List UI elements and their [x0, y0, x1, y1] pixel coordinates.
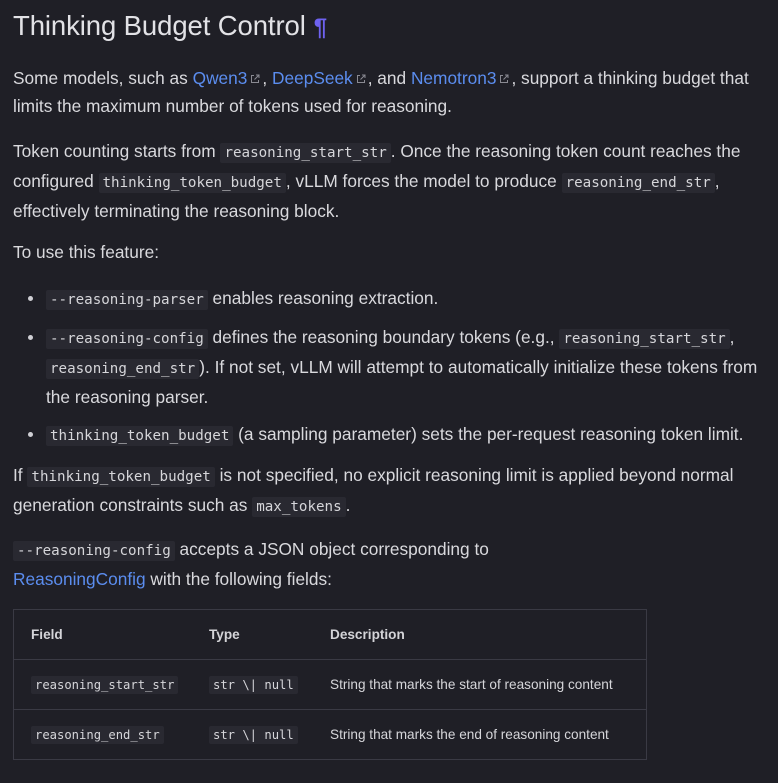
list-item: [13, 323, 773, 411]
inline-code: --reasoning-config: [13, 541, 175, 561]
table-cell-field: [14, 660, 192, 710]
page-title-text: Thinking Budget Control: [13, 10, 306, 41]
list-item-text: enables reasoning extraction.: [207, 288, 439, 308]
inline-code: thinking_token_budget: [46, 426, 233, 446]
fields-table: [13, 609, 647, 760]
table-row: [14, 660, 647, 710]
deepseek-link[interactable]: DeepSeek: [272, 68, 353, 88]
table-header-row: [14, 610, 647, 660]
column-header-field: Field: [14, 610, 192, 660]
paragraph-text: is not specified, no explicit reasoning limit is applied beyond normal generation constraints such as: [13, 465, 734, 515]
list-item-text: defines the reasoning boundary tokens (e.g.,: [207, 327, 560, 347]
usage-intro: To use this feature:: [13, 242, 160, 262]
column-header-description: Description: [312, 610, 647, 660]
qwen3-link[interactable]: Qwen3: [192, 68, 248, 88]
external-link-icon: [356, 74, 366, 84]
inline-code: str \| null: [209, 676, 298, 694]
reasoning-config-link[interactable]: ReasoningConfig: [13, 569, 146, 589]
table-cell-type: [191, 710, 312, 760]
inline-code: reasoning_end_str: [31, 726, 164, 744]
intro-separator: ,: [262, 68, 272, 88]
intro-separator: , and: [367, 68, 411, 88]
paragraph-text: , effectively terminating the reasoning block.: [13, 171, 720, 221]
table-row: [14, 710, 647, 760]
inline-code: reasoning_start_str: [31, 676, 178, 694]
external-link-icon: [250, 74, 260, 84]
paragraph-text: Token counting starts from: [13, 141, 221, 161]
intro-text: , support a thinking budget that limits the maximum number of tokens used for reasoning.: [13, 68, 749, 116]
token-counting-paragraph: [13, 137, 773, 225]
config-paragraph: [13, 535, 773, 593]
inline-code: str \| null: [209, 726, 298, 744]
table-cell-description: String that marks the end of reasoning content: [312, 710, 647, 760]
inline-code: reasoning_end_str: [562, 173, 715, 193]
column-header-type: Type: [191, 610, 312, 660]
list-item-text: ,: [729, 327, 735, 347]
paragraph-text: . Once the reasoning token count reaches the configured: [13, 141, 741, 191]
heading-anchor-link[interactable]: ¶: [313, 14, 327, 41]
external-link-icon: [499, 74, 509, 84]
inline-code: reasoning_start_str: [220, 143, 390, 163]
table-cell-description: String that marks the start of reasoning content: [312, 660, 647, 710]
intro-text: Some models, such as: [13, 68, 193, 88]
list-item-text: (a sampling parameter) sets the per-request reasoning token limit.: [233, 424, 744, 444]
paragraph-text: accepts a JSON object corresponding to: [174, 539, 489, 559]
page-title: [13, 0, 778, 45]
inline-code: max_tokens: [252, 497, 345, 517]
paragraph-text: , vLLM forces the model to produce: [285, 171, 562, 191]
inline-code: thinking_token_budget: [27, 467, 214, 487]
intro-paragraph: [13, 64, 773, 120]
list-item: [13, 420, 773, 450]
nemotron3-link[interactable]: Nemotron3: [410, 68, 497, 88]
table-cell-field: [14, 710, 192, 760]
inline-code: --reasoning-config: [46, 329, 208, 349]
table-cell-type: [191, 660, 312, 710]
inline-code: thinking_token_budget: [99, 173, 286, 193]
feature-list: [13, 284, 773, 450]
paragraph-text: .: [345, 495, 351, 515]
inline-code: reasoning_start_str: [559, 329, 729, 349]
inline-code: --reasoning-parser: [46, 290, 208, 310]
paragraph-text: with the following fields:: [145, 569, 332, 589]
list-item-text: ). If not set, vLLM will attempt to automatically initialize these tokens from the reasoning parser.: [46, 357, 758, 407]
inline-code: reasoning_end_str: [46, 359, 199, 379]
list-item: [13, 284, 773, 314]
paragraph-text: If: [13, 465, 28, 485]
fallback-paragraph: [13, 461, 773, 521]
